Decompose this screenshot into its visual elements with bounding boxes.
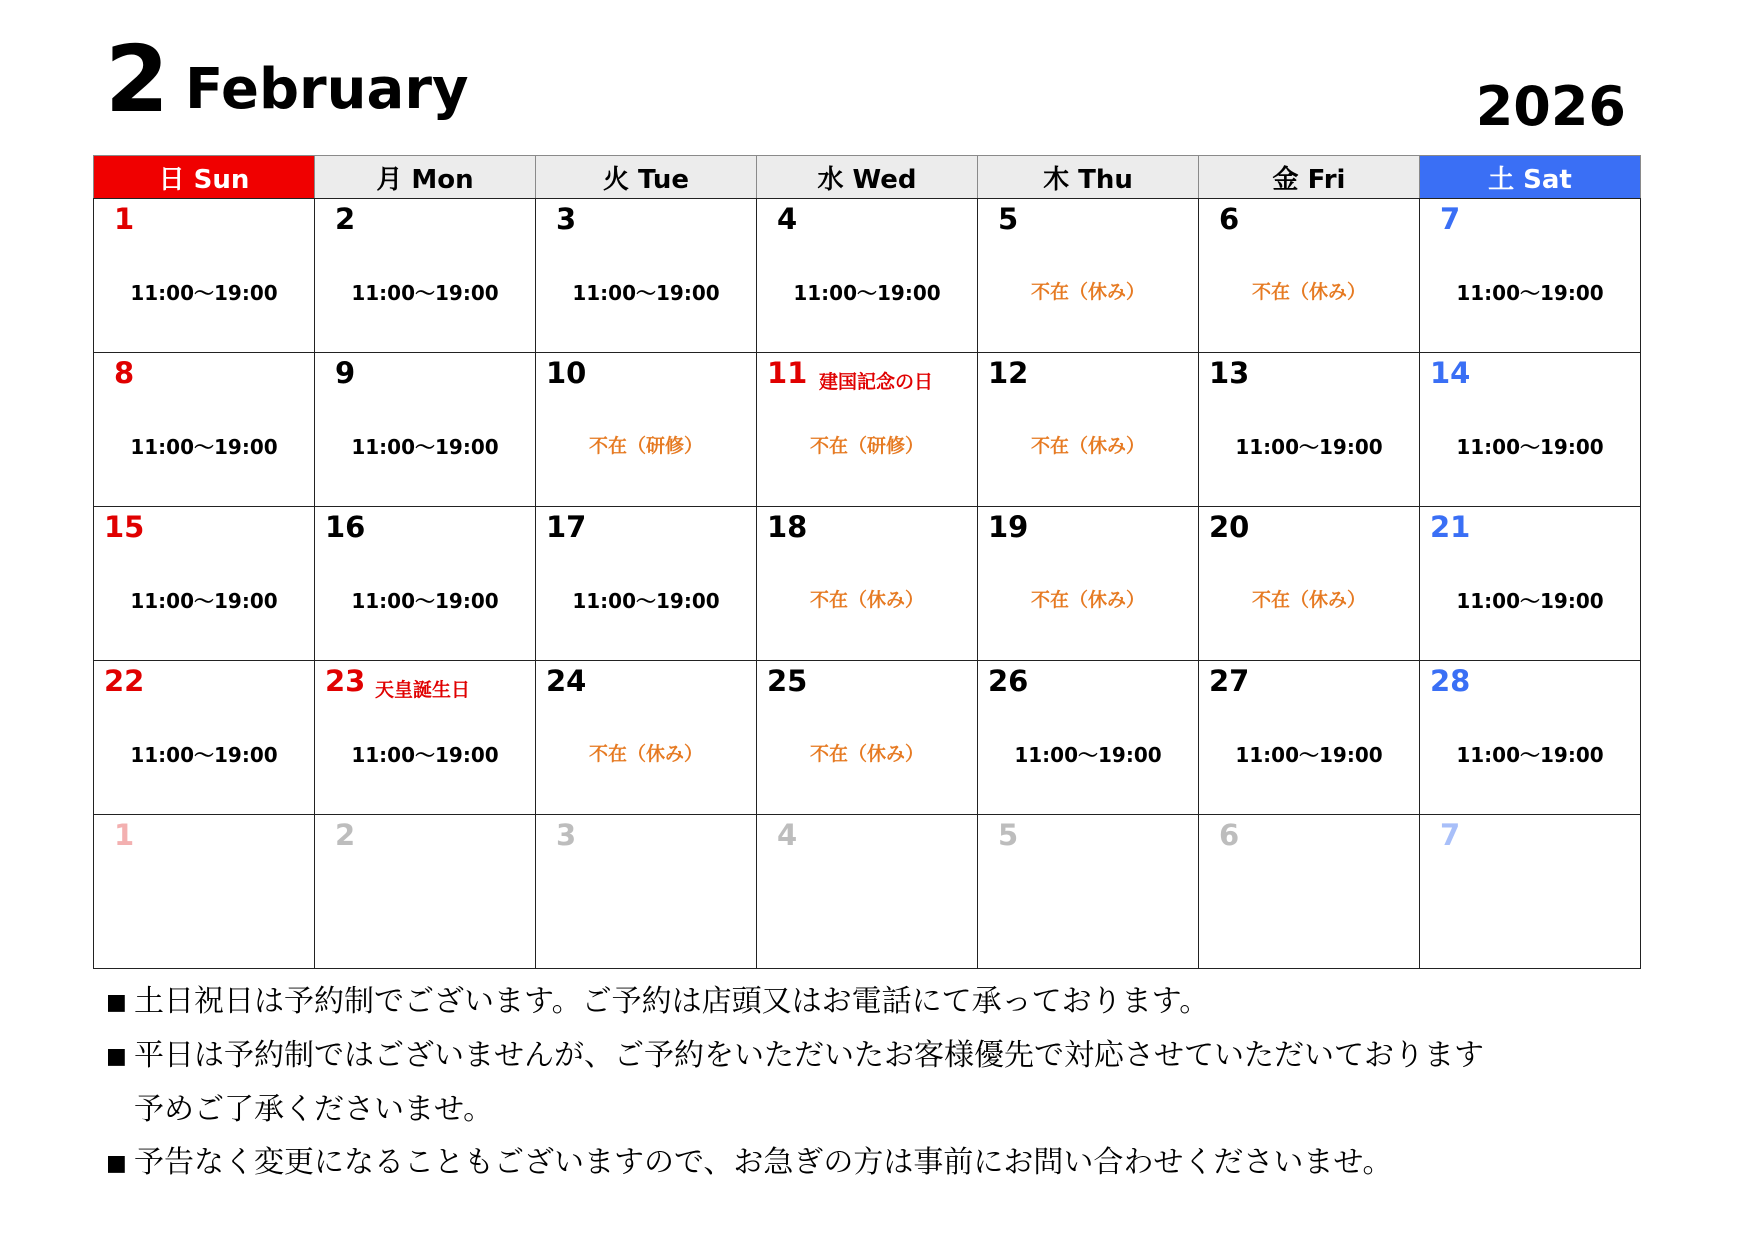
day-cell xyxy=(1420,815,1641,969)
weekday-header-row xyxy=(94,156,1641,199)
day-cell xyxy=(1420,507,1641,661)
note-line-continued xyxy=(106,1083,1484,1136)
note-line xyxy=(106,1136,1484,1190)
day-number: 14 xyxy=(1430,356,1471,390)
day-cell xyxy=(536,507,757,661)
day-number: 2 xyxy=(335,818,356,852)
day-cell xyxy=(94,507,315,661)
day-status: 11:00～19:00 xyxy=(351,435,499,459)
weekday-sat: 土 Sat xyxy=(1420,156,1641,199)
day-status: 不在（休み） xyxy=(1030,589,1145,611)
notes xyxy=(106,975,1484,1190)
bullet-icon: ■ xyxy=(106,990,127,1015)
day-cell xyxy=(1199,661,1420,815)
weekday-thu: 木 Thu xyxy=(978,156,1199,199)
day-cell xyxy=(978,661,1199,815)
day-number: 26 xyxy=(988,664,1029,698)
week-row xyxy=(94,661,1641,815)
note-text: 予告なく変更になることもございますので、お急ぎの方は事前にお問い合わせくださいませ。 xyxy=(134,1145,1393,1180)
day-status: 11:00～19:00 xyxy=(1014,743,1162,767)
day-number: 8 xyxy=(114,356,135,390)
day-status: 不在（休み） xyxy=(1251,281,1366,303)
day-cell xyxy=(1420,353,1641,507)
weekday-tue: 火 Tue xyxy=(536,156,757,199)
day-cell xyxy=(315,507,536,661)
holiday-label: 建国記念の日 xyxy=(819,371,934,393)
bullet-icon: ■ xyxy=(106,1044,127,1069)
day-status: 11:00～19:00 xyxy=(1456,281,1604,305)
day-cell xyxy=(1199,353,1420,507)
day-status: 11:00～19:00 xyxy=(130,281,278,305)
day-number: 2 xyxy=(335,202,356,236)
day-cell xyxy=(536,353,757,507)
day-number: 15 xyxy=(104,510,145,544)
day-cell xyxy=(1199,507,1420,661)
day-number: 5 xyxy=(998,202,1019,236)
day-number: 12 xyxy=(988,356,1029,390)
day-cell xyxy=(978,507,1199,661)
bullet-icon: ■ xyxy=(106,1151,127,1176)
day-cell xyxy=(978,199,1199,353)
day-number: 24 xyxy=(546,664,587,698)
day-status: 11:00～19:00 xyxy=(572,281,720,305)
day-status: 不在（休み） xyxy=(1030,435,1145,457)
day-status: 不在（休み） xyxy=(809,743,924,765)
day-cell xyxy=(978,815,1199,969)
day-cell xyxy=(94,353,315,507)
day-cell xyxy=(757,815,978,969)
day-status: 11:00～19:00 xyxy=(1456,743,1604,767)
day-status: 11:00～19:00 xyxy=(351,589,499,613)
day-status: 11:00～19:00 xyxy=(1235,743,1383,767)
day-cell xyxy=(757,507,978,661)
day-cell xyxy=(757,661,978,815)
day-status: 11:00～19:00 xyxy=(1456,589,1604,613)
day-cell xyxy=(1199,199,1420,353)
day-number: 7 xyxy=(1440,818,1461,852)
day-status: 11:00～19:00 xyxy=(793,281,941,305)
day-status: 11:00～19:00 xyxy=(572,589,720,613)
day-number: 1 xyxy=(114,818,135,852)
weekday-wed: 水 Wed xyxy=(757,156,978,199)
day-cell xyxy=(536,199,757,353)
day-status: 不在（休み） xyxy=(588,743,703,765)
day-number: 4 xyxy=(777,202,798,236)
day-status: 11:00～19:00 xyxy=(1456,435,1604,459)
day-number: 3 xyxy=(556,202,577,236)
day-status: 11:00～19:00 xyxy=(351,281,499,305)
day-cell xyxy=(315,661,536,815)
day-cell xyxy=(536,815,757,969)
day-status: 11:00～19:00 xyxy=(130,743,278,767)
day-status: 11:00～19:00 xyxy=(130,435,278,459)
day-status: 不在（休み） xyxy=(1251,589,1366,611)
day-cell xyxy=(536,661,757,815)
day-cell xyxy=(757,353,978,507)
note-text: 土日祝日は予約制でございます。ご予約は店頭又はお電話にて承っております。 xyxy=(134,984,1210,1019)
day-number: 4 xyxy=(777,818,798,852)
day-cell xyxy=(94,815,315,969)
day-number: 10 xyxy=(546,356,587,390)
day-cell xyxy=(315,815,536,969)
day-number: 21 xyxy=(1430,510,1471,544)
weekday-mon: 月 Mon xyxy=(315,156,536,199)
day-status: 11:00～19:00 xyxy=(1235,435,1383,459)
day-number: 19 xyxy=(988,510,1029,544)
day-number: 6 xyxy=(1219,818,1240,852)
day-cell xyxy=(1420,661,1641,815)
calendar-grid xyxy=(93,155,1641,969)
holiday-label: 天皇誕生日 xyxy=(375,679,471,701)
day-status: 11:00～19:00 xyxy=(130,589,278,613)
day-cell xyxy=(94,661,315,815)
day-number: 11 xyxy=(767,356,808,390)
day-number: 9 xyxy=(335,356,356,390)
month-name: February xyxy=(185,57,469,122)
day-number: 22 xyxy=(104,664,145,698)
day-number: 27 xyxy=(1209,664,1250,698)
day-number: 1 xyxy=(114,202,135,236)
day-status: 不在（休み） xyxy=(809,589,924,611)
day-cell xyxy=(757,199,978,353)
week-row xyxy=(94,507,1641,661)
weekday-fri: 金 Fri xyxy=(1199,156,1420,199)
day-cell xyxy=(315,199,536,353)
note-text: 予めご了承くださいませ。 xyxy=(134,1092,494,1127)
day-cell xyxy=(1420,199,1641,353)
week-row xyxy=(94,353,1641,507)
day-number: 13 xyxy=(1209,356,1250,390)
year: 2026 xyxy=(1475,75,1626,138)
day-number: 18 xyxy=(767,510,808,544)
day-cell xyxy=(94,199,315,353)
day-status: 不在（研修） xyxy=(809,435,924,457)
day-cell xyxy=(315,353,536,507)
day-number: 5 xyxy=(998,818,1019,852)
day-cell xyxy=(1199,815,1420,969)
day-number: 20 xyxy=(1209,510,1250,544)
day-status: 不在（休み） xyxy=(1030,281,1145,303)
day-number: 25 xyxy=(767,664,808,698)
day-number: 23 xyxy=(325,664,366,698)
week-row xyxy=(94,199,1641,353)
day-number: 28 xyxy=(1430,664,1471,698)
note-line xyxy=(106,1029,1484,1083)
day-status: 11:00～19:00 xyxy=(351,743,499,767)
note-text: 平日は予約制ではございませんが、ご予約をいただいたお客様優先で対応させていただいております xyxy=(134,1038,1484,1073)
week-row xyxy=(94,815,1641,969)
day-number: 17 xyxy=(546,510,587,544)
day-number: 3 xyxy=(556,818,577,852)
day-number: 16 xyxy=(325,510,366,544)
month-number: 2 xyxy=(105,26,170,133)
note-line xyxy=(106,975,1484,1029)
day-status: 不在（研修） xyxy=(588,435,703,457)
day-number: 6 xyxy=(1219,202,1240,236)
day-cell xyxy=(978,353,1199,507)
day-number: 7 xyxy=(1440,202,1461,236)
weekday-sun: 日 Sun xyxy=(94,156,315,199)
